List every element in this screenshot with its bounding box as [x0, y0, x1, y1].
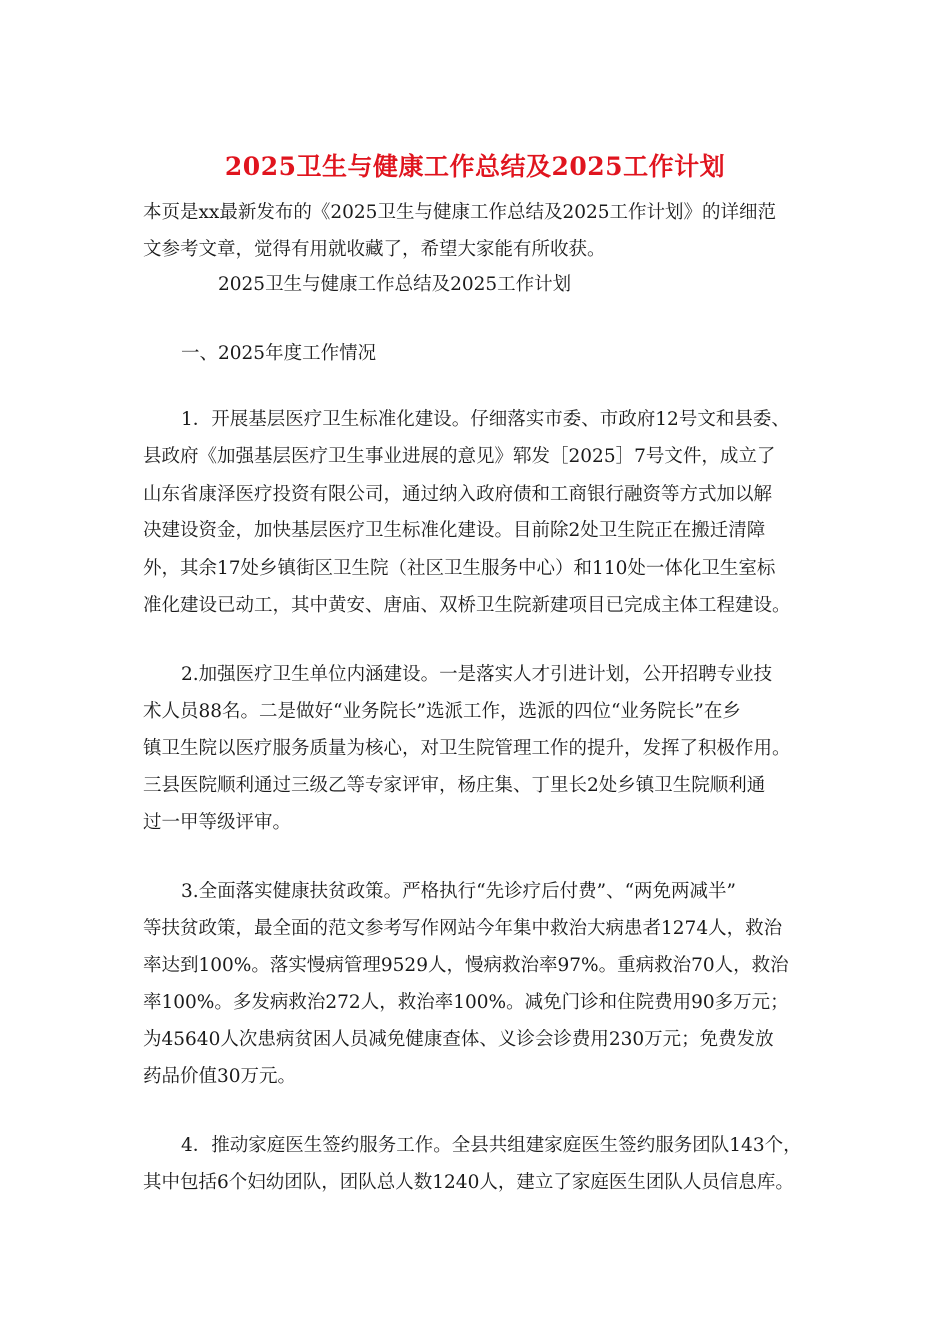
paragraph-3-line: 3.全面落实健康扶贫政策。严格执行“先诊疗后付费”、“两免两减半” [181, 881, 736, 902]
document-subtitle: 2025卫生与健康工作总结及2025工作计划 [218, 274, 572, 295]
intro-line-1: 本页是xx最新发布的《2025卫生与健康工作总结及2025工作计划》的详细范 [143, 202, 777, 223]
paragraph-3-line: 为45640人次患病贫困人员减免健康查体、义诊会诊费用230万元；免费发放 [143, 1029, 774, 1050]
paragraph-4-line: 其中包括6个妇幼团队，团队总人数1240人，建立了家庭医生团队人员信息库。 [143, 1172, 794, 1193]
paragraph-3-line: 率100%。多发病救治272人，救治率100%。减免门诊和住院费用90多万元； [143, 992, 789, 1013]
intro-line-2: 文参考文章，觉得有用就收藏了，希望大家能有所收获。 [143, 239, 606, 260]
section-heading: 一、2025年度工作情况 [181, 343, 377, 364]
paragraph-3-line: 等扶贫政策，最全面的范文参考写作网站今年集中救治大病患者1274人，救治 [143, 918, 783, 939]
paragraph-4-line: 4．推动家庭医生签约服务工作。全县共组建家庭医生签约服务团队143个， [181, 1135, 802, 1156]
paragraph-2-line: 过一甲等级评审。 [143, 812, 292, 833]
paragraph-1-line: 决建设资金，加快基层医疗卫生标准化建设。目前除2处卫生院正在搬迁清障 [143, 520, 766, 541]
paragraph-3-line: 率达到100%。落实慢病管理9529人，慢病救治率97%。重病救治70人，救治 [143, 955, 789, 976]
paragraph-1-line: 准化建设已动工，其中黄安、唐庙、双桥卫生院新建项目已完成主体工程建设。 [143, 595, 791, 616]
paragraph-2-line: 术人员88名。二是做好“业务院长”选派工作，选派的四位“业务院长”在乡 [143, 701, 741, 722]
paragraph-1-line: 1．开展基层医疗卫生标准化建设。仔细落实市委、市政府12号文和县委、 [181, 409, 790, 430]
paragraph-1-line: 山东省康泽医疗投资有限公司，通过纳入政府债和工商银行融资等方式加以解 [143, 484, 773, 505]
paragraph-3-line: 药品价值30万元。 [143, 1066, 297, 1087]
paragraph-2-line: 三县医院顺利通过三级乙等专家评审，杨庄集、丁里长2处乡镇卫生院顺利通 [143, 775, 766, 796]
paragraph-2-line: 镇卫生院以医疗服务质量为核心，对卫生院管理工作的提升，发挥了积极作用。 [143, 738, 791, 759]
paragraph-1-line: 外，其余17处乡镇街区卫生院（社区卫生服务中心）和110处一体化卫生室标 [143, 558, 776, 579]
document-title: 2025卫生与健康工作总结及2025工作计划 [224, 152, 726, 181]
paragraph-1-line: 县政府《加强基层医疗卫生事业进展的意见》郓发［2025］7号文件，成立了 [143, 446, 776, 467]
paragraph-2-line: 2.加强医疗卫生单位内涵建设。一是落实人才引进计划，公开招聘专业技 [181, 664, 773, 685]
